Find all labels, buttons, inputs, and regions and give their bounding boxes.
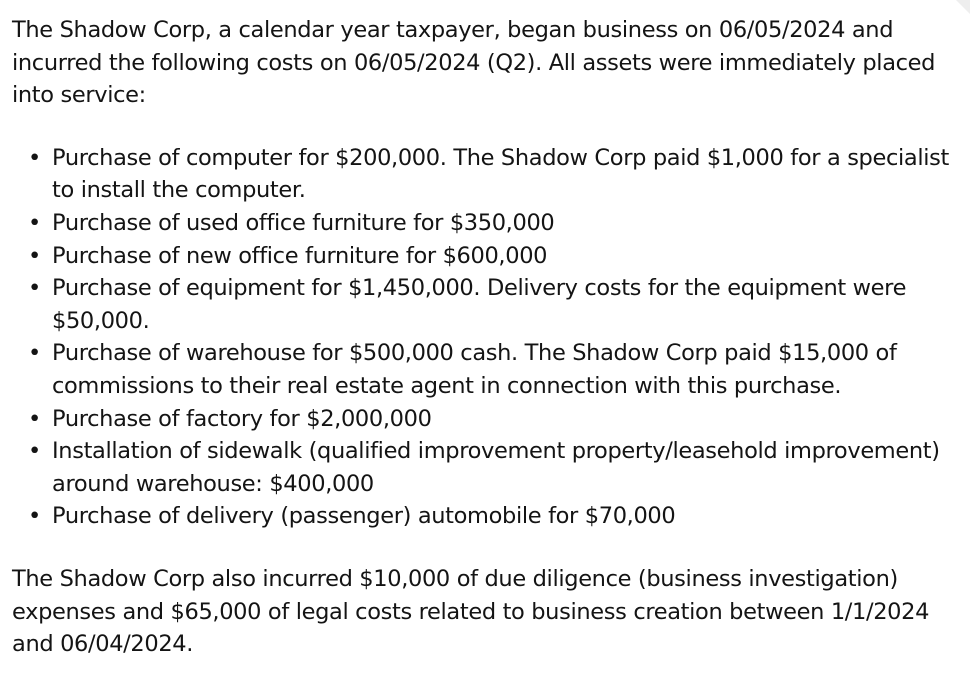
cost-item-automobile xyxy=(12,500,962,533)
bullet-icon: • xyxy=(28,275,41,302)
cost-item-text: Purchase of computer for $200,000. The Shadow Corp paid $1,000 for a specialist to install the computer. xyxy=(52,144,949,204)
bullet-icon: • xyxy=(28,503,41,530)
cost-item-new-furniture xyxy=(12,240,962,273)
cost-item-text: Purchase of factory for $2,000,000 xyxy=(52,405,432,432)
cost-list xyxy=(12,142,962,533)
closing-paragraph: The Shadow Corp also incurred $10,000 of due diligence (business investigation) expenses and $65,000 of legal costs related to business creation between 1/1/2024 and 06/04/2024. xyxy=(12,565,930,658)
bullet-icon: • xyxy=(28,405,41,432)
cost-item-computer xyxy=(12,142,962,207)
cost-item-text: Purchase of used office furniture for $350,000 xyxy=(52,209,555,236)
bullet-icon: • xyxy=(28,438,41,465)
problem-statement xyxy=(12,14,962,661)
intro-paragraph: The Shadow Corp, a calendar year taxpayer, began business on 06/05/2024 and incurred the following costs on 06/05/2024 (Q2). All assets were immediately placed into service: xyxy=(12,17,936,109)
bullet-icon: • xyxy=(28,340,41,367)
cost-item-used-furniture xyxy=(12,207,962,240)
cost-item-equipment xyxy=(12,272,962,337)
cost-item-text: Purchase of warehouse for $500,000 cash. The Shadow Corp paid $15,000 of commissions to their real estate agent in connection with this purchase. xyxy=(52,340,897,399)
cost-item-text: Installation of sidewalk (qualified improvement property/leasehold improvement) around warehouse: $400,000 xyxy=(52,438,940,497)
bullet-icon: • xyxy=(28,242,41,269)
cost-item-warehouse xyxy=(12,337,962,402)
cost-item-factory xyxy=(12,403,962,436)
cost-item-sidewalk xyxy=(12,435,962,500)
cost-item-text: Purchase of equipment for $1,450,000. Delivery costs for the equipment were $50,000. xyxy=(52,275,907,334)
bullet-icon: • xyxy=(28,209,41,236)
bullet-icon: • xyxy=(28,144,41,171)
cost-item-text: Purchase of new office furniture for $600,000 xyxy=(52,242,548,269)
cost-item-text: Purchase of delivery (passenger) automobile for $70,000 xyxy=(52,503,676,530)
page-corner-shade xyxy=(956,0,970,14)
